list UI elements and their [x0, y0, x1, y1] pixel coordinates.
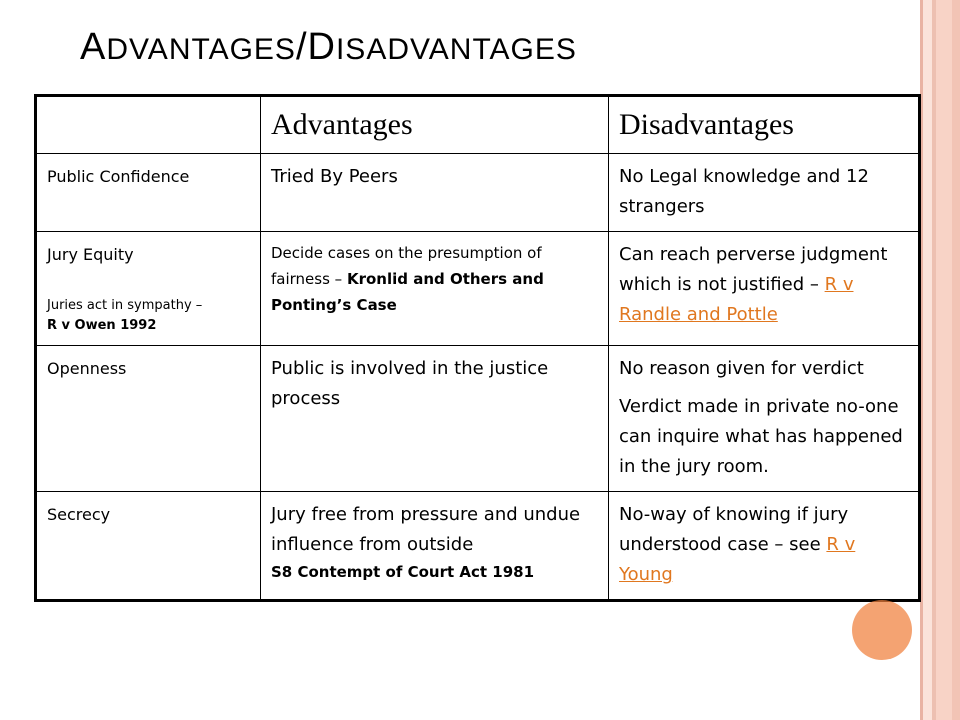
- advantage-text: Public is involved in the justice process: [271, 358, 549, 409]
- topic-note: Juries act in sympathy –: [47, 298, 203, 313]
- case-link-randle-pottle[interactable]: R v Randle and Pottle: [619, 274, 854, 325]
- table-row: [36, 154, 920, 232]
- comparison-table: [34, 94, 921, 602]
- advantage-cell: [261, 492, 609, 601]
- decorative-stripe: [923, 0, 932, 720]
- title-word: ISADVANTAGES: [335, 33, 577, 66]
- statute-citation: S8 Contempt of Court Act 1981: [271, 563, 535, 581]
- table-row: [36, 232, 920, 346]
- disadvantage-text: No reason given for verdict: [619, 358, 864, 379]
- case-citation: R v Owen 1992: [47, 318, 157, 333]
- topic-label: Secrecy: [47, 505, 111, 524]
- advantage-cell: [261, 154, 609, 232]
- header-cell-empty: [36, 96, 261, 154]
- topic-cell: [36, 154, 261, 232]
- slide-title: [80, 26, 577, 69]
- header-row: [36, 96, 920, 154]
- disadvantage-cell: [609, 492, 920, 601]
- title-initial: D: [307, 26, 336, 68]
- disadvantage-cell: [609, 232, 920, 346]
- disadvantage-text: Can reach perverse judgment which is not justified –: [619, 244, 888, 295]
- topic-label: Public Confidence: [47, 167, 190, 186]
- table-row: [36, 492, 920, 601]
- header-disadvantages: Disadvantages: [609, 96, 920, 154]
- disadvantage-text: No Legal knowledge and 12 strangers: [619, 166, 869, 217]
- topic-label: Jury Equity: [47, 245, 134, 264]
- table-row: [36, 346, 920, 492]
- topic-label: Openness: [47, 359, 127, 378]
- title-initial: A: [80, 26, 107, 68]
- disadvantage-text: No-way of knowing if jury understood case – see: [619, 504, 849, 555]
- topic-cell: [36, 492, 261, 601]
- disadvantage-cell: [609, 154, 920, 232]
- topic-cell: [36, 232, 261, 346]
- title-word: DVANTAGES: [106, 33, 296, 66]
- case-citation: Kronlid and Others and Ponting’s Case: [271, 270, 544, 314]
- decorative-stripe: [936, 0, 952, 720]
- pointer-highlight: [852, 600, 912, 660]
- advantage-text: Decide cases on the presumption of fairness –: [271, 244, 542, 288]
- advantage-text: Jury free from pressure and undue influence from outside: [271, 504, 581, 555]
- title-slash: /: [295, 26, 308, 68]
- topic-cell: [36, 346, 261, 492]
- advantage-cell: [261, 232, 609, 346]
- disadvantage-cell: [609, 346, 920, 492]
- advantage-text: Tried By Peers: [271, 166, 398, 187]
- disadvantage-text: Verdict made in private no-one can inquire what has happened in the jury room.: [619, 396, 903, 477]
- header-advantages: Advantages: [261, 96, 609, 154]
- case-link-r-v-young[interactable]: R v Young: [619, 534, 856, 585]
- advantage-cell: [261, 346, 609, 492]
- decorative-stripe: [952, 0, 960, 720]
